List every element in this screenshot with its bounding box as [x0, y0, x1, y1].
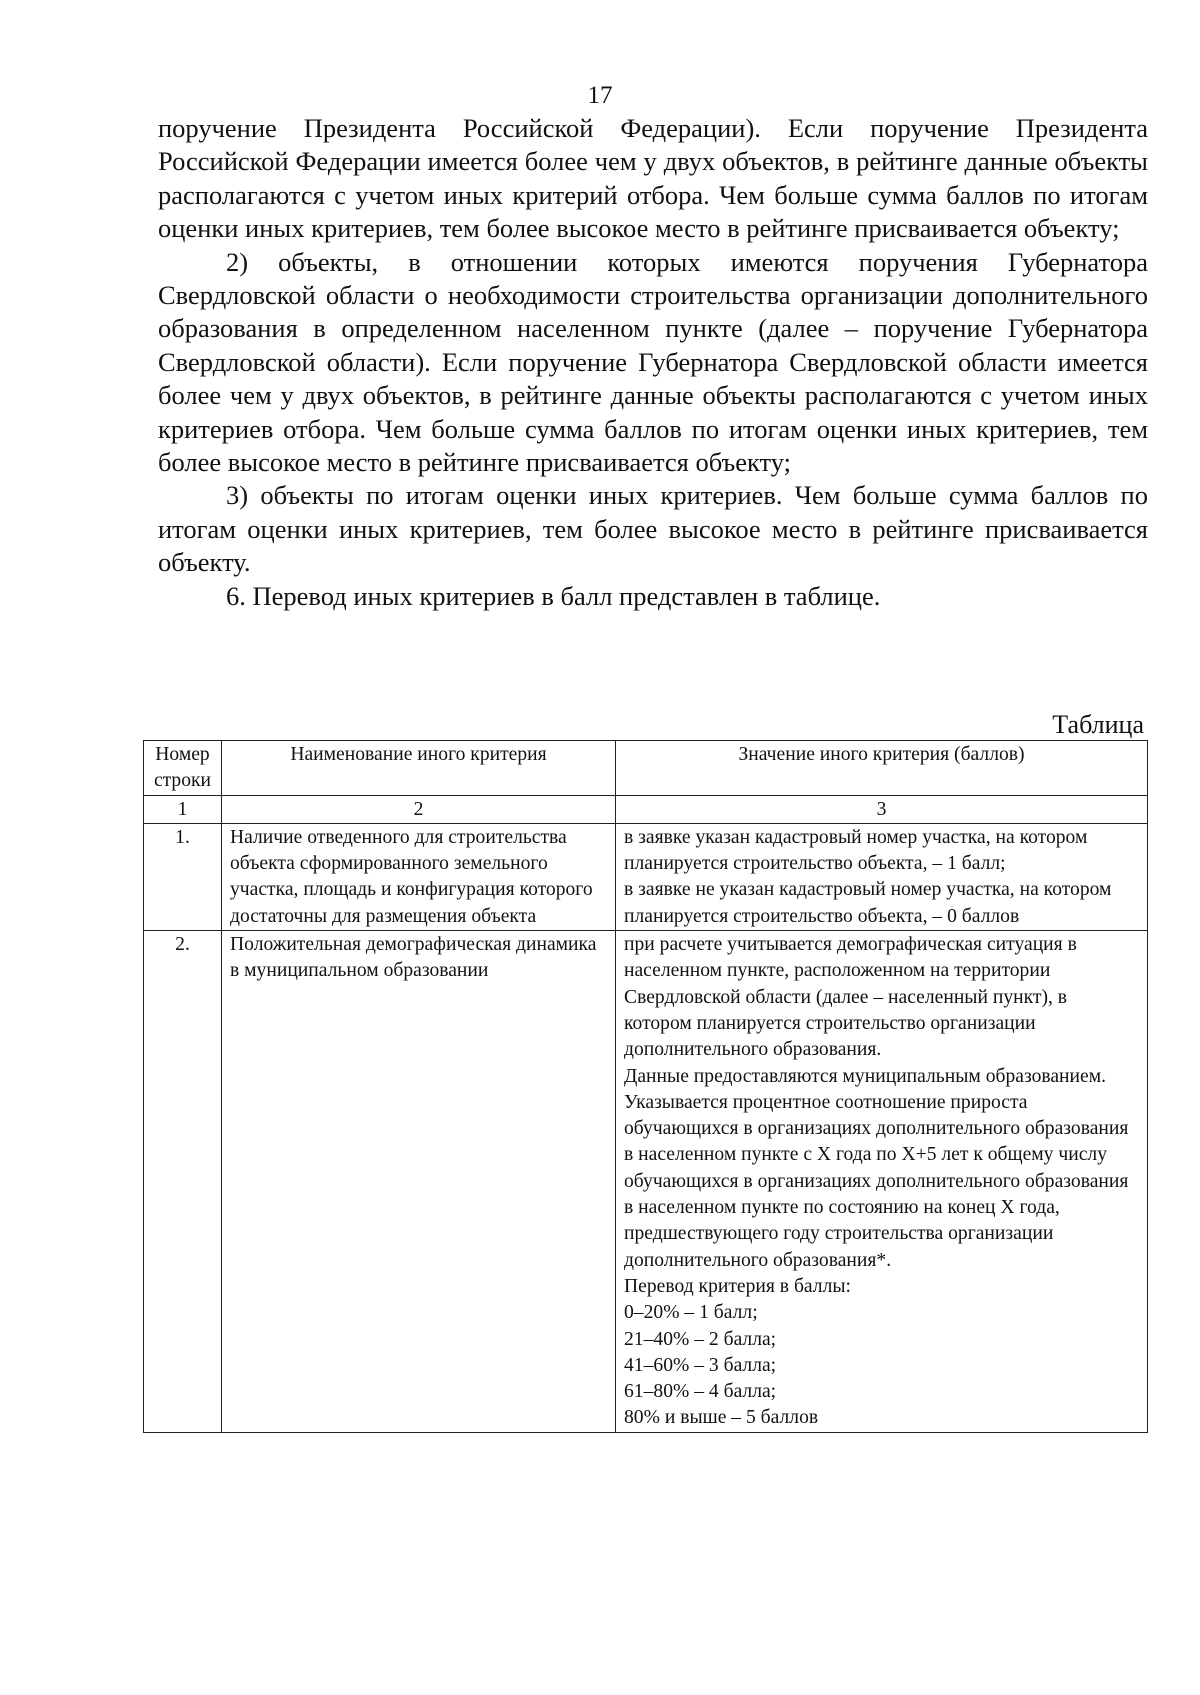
page-number: 17 [587, 82, 613, 109]
column-number: 2 [222, 795, 616, 823]
value-line: в заявке указан кадастровый номер участка, на котором планируется строительство объекта, – 1 балл; [624, 826, 1088, 875]
paragraph-1: поручение Президента Российской Федерации). Если поручение Президента Российской Федерации имеется более чем у двух объектов, в рейтинге данные объекты располагаются с учетом иных критерий отбора. Чем больше сумма баллов по итогам оценки иных критериев, тем более высокое место в рейтинге присваивается объекту; [158, 113, 1148, 244]
value-line: 0–20% – 1 балл; [624, 1302, 758, 1324]
table-header-row [144, 741, 1148, 796]
table-column-numbers-row [144, 795, 1148, 823]
value-line: при расчете учитывается демографическая ситуация в населенном пункте, расположенном на территории Свердловской области (далее – населенный пункт), в котором планируется строительство организации дополнительного образования. [624, 934, 1077, 1061]
column-number: 3 [616, 795, 1148, 823]
header-criterion-value: Значение иного критерия (баллов) [616, 741, 1148, 796]
header-row-number: Номер строки [144, 741, 222, 796]
value-line: Указывается процентное соотношение прироста обучающихся в организациях дополнительного образования в населенном пункте с X года по X+5 лет к общему числу обучающихся в организациях дополнительного образования в населенном пункте по состоянию на конец X года, предшествующего году строительства организации дополнительного образования*. [624, 1091, 1129, 1271]
criterion-name: Наличие отведенного для строительства объекта сформированного земельного участка, площадь и конфигурация которого достаточны для размещения объекта [222, 823, 616, 930]
criterion-value [616, 931, 1148, 1433]
table-row [144, 931, 1148, 1433]
column-number: 1 [144, 795, 222, 823]
value-line: 21–40% – 2 балла; [624, 1328, 777, 1350]
table-caption: Таблица [1052, 710, 1144, 739]
criteria-table [143, 740, 1148, 1433]
value-line: 61–80% – 4 балла; [624, 1381, 777, 1403]
criterion-name: Положительная демографическая динамика в муниципальном образовании [222, 931, 616, 1433]
criterion-value [616, 823, 1148, 930]
paragraph-3: 3) объекты по итогам оценки иных критериев. Чем больше сумма баллов по итогам оценки иных критериев, тем более высокое место в рейтинге присваивается объекту. [158, 480, 1148, 578]
row-number: 1. [144, 823, 222, 930]
row-number: 2. [144, 931, 222, 1433]
value-line: Данные предоставляются муниципальным образованием. [624, 1065, 1107, 1087]
document-body [158, 112, 1148, 613]
value-line: 41–60% – 3 балла; [624, 1354, 777, 1376]
value-line: в заявке не указан кадастровый номер участка, на котором планируется строительство объекта, – 0 баллов [624, 879, 1112, 927]
value-line: 80% и выше – 5 баллов [624, 1407, 819, 1429]
header-criterion-name: Наименование иного критерия [222, 741, 616, 796]
value-line: Перевод критерия в баллы: [624, 1275, 851, 1297]
paragraph-2: 2) объекты, в отношении которых имеются поручения Губернатора Свердловской области о необходимости строительства организации дополнительного образования в определенном населенном пункте (далее – поручение Губернатора Свердловской области). Если поручение Губернатора Свердловской области имеется более чем у двух объектов, в рейтинге данные объекты располагаются с учетом иных критериев отбора. Чем больше сумма баллов по итогам оценки иных критериев, тем более высокое место в рейтинге присваивается объекту; [158, 246, 1148, 478]
table-row [144, 823, 1148, 930]
paragraph-4: 6. Перевод иных критериев в балл представлен в таблице. [226, 580, 881, 611]
